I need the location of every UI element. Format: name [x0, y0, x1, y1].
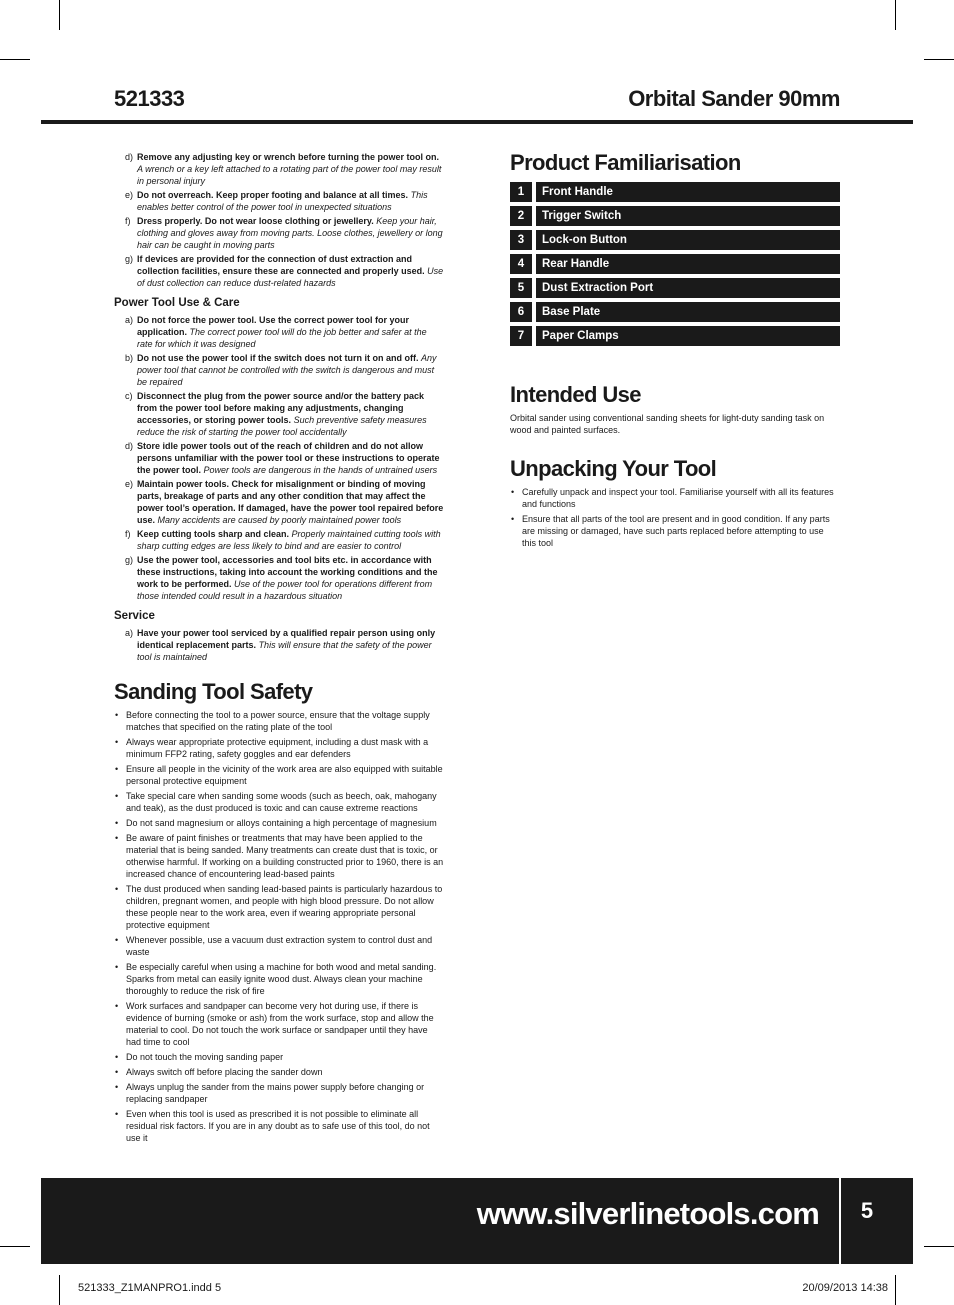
bullet-item [114, 736, 444, 760]
crop-mark-bottom-left-h [0, 1246, 30, 1247]
item-explanation: Any power tool that cannot be controlled with the switch is dangerous and must be repaired [137, 353, 437, 387]
item-letter: f) [125, 216, 131, 226]
list-item [114, 151, 444, 187]
item-instruction: Keep cutting tools sharp and clean. [137, 529, 290, 539]
unpacking-list [510, 486, 840, 549]
item-explanation: Power tools are dangerous in the hands of untrained users [203, 465, 438, 475]
bullet-item [114, 934, 444, 958]
bullet-text: The dust produced when sanding lead-based paints is particularly hazardous to children, pregnant women, and people with high blood pressure. Do not allow these people near to the work area, even if wearing appropriate personal protective equipment [126, 884, 443, 930]
item-letter: d) [125, 152, 134, 162]
item-instruction: If devices are provided for the connection of dust extraction and collection facilities, ensure these are connected and properly used. [137, 254, 425, 276]
part-number: 4 [510, 254, 532, 274]
item-instruction: Have your power tool serviced by a qualified repair person using only identical replacement parts. [137, 628, 436, 650]
bullet-text: Before connecting the tool to a power source, ensure that the voltage supply matches that specified on the rating plate of the tool [126, 710, 430, 732]
bullet-item [114, 1108, 444, 1144]
item-instruction: Store idle power tools out of the reach of children and do not allow persons unfamiliar with the power tool or these instructions to operate the power tool. [137, 441, 440, 475]
model-number: 521333 [114, 86, 185, 111]
crop-mark-bottom-right-h [924, 1246, 954, 1247]
part-number: 1 [510, 182, 532, 202]
item-instruction: Remove any adjusting key or wrench before turning the power tool on. [137, 152, 440, 162]
bullet-icon: • [115, 1082, 119, 1092]
item-explanation: Properly maintained cutting tools with sharp cutting edges are less likely to bind and are easier to control [137, 529, 441, 551]
bullet-item [114, 1081, 444, 1105]
page-header [114, 86, 840, 116]
bullet-text: Do not touch the moving sanding paper [126, 1052, 284, 1062]
item-instruction: Do not force the power tool. Use the correct power tool for your application. [137, 315, 410, 337]
slug-filename: 521333_Z1MANPRO1.indd 5 [78, 1282, 222, 1294]
bullet-item [114, 961, 444, 997]
list-item [114, 314, 444, 350]
general-safety-list [114, 151, 444, 289]
part-label: Paper Clamps [536, 326, 840, 346]
crop-mark-top-right [895, 0, 896, 30]
bullet-icon: • [511, 514, 515, 524]
bullet-icon: • [115, 1001, 119, 1011]
crop-mark-bottom-right [895, 1275, 896, 1305]
list-item [114, 478, 444, 526]
item-instruction: Do not overreach. Keep proper footing and balance at all times. [137, 190, 409, 200]
power-tool-heading: Power Tool Use & Care [114, 297, 240, 309]
list-item [114, 528, 444, 552]
item-letter: b) [125, 353, 134, 363]
footer-bar [41, 1178, 913, 1264]
crop-mark-top-right-h [924, 59, 954, 60]
bullet-item [114, 790, 444, 814]
sanding-safety-list [114, 709, 444, 1144]
bullet-icon: • [115, 737, 119, 747]
part-label: Lock-on Button [536, 230, 840, 250]
part-label: Dust Extraction Port [536, 278, 840, 298]
item-explanation: Many accidents are caused by poorly maintained power tools [157, 515, 402, 525]
part-row [510, 254, 840, 274]
bullet-icon: • [115, 962, 119, 972]
slug-date: 20/09/2013 14:38 [802, 1282, 888, 1294]
bullet-text: Ensure all people in the vicinity of the work area are also equipped with suitable personal protective equipment [126, 764, 443, 786]
bullet-text: Always wear appropriate protective equipment, including a dust mask with a minimum FFP2 rating, safety goggles and ear defenders [126, 737, 429, 759]
list-item [114, 215, 444, 251]
item-explanation: This enables better control of the power tool in unexpected situations [137, 190, 428, 212]
bullet-text: Take special care when sanding some woods (such as beech, oak, mahogany and teak), as the dust produced is toxic and can cause extreme reactions [126, 791, 437, 813]
part-row [510, 278, 840, 298]
bullet-icon: • [115, 818, 119, 828]
item-letter: a) [125, 315, 134, 325]
bullet-icon: • [115, 1067, 119, 1077]
service-list [114, 627, 444, 663]
bullet-item [114, 709, 444, 733]
bullet-item [114, 817, 444, 829]
bullet-text: Always unplug the sander from the mains power supply before changing or replacing sandpaper [126, 1082, 425, 1104]
unpacking-heading: Unpacking Your Tool [510, 456, 717, 481]
item-instruction: Do not use the power tool if the switch does not turn it on and off. [137, 353, 419, 363]
bullet-text: Whenever possible, use a vacuum dust extraction system to control dust and waste [126, 935, 433, 957]
item-explanation: This will ensure that the safety of the power tool is maintained [137, 640, 432, 662]
item-explanation: The correct power tool will do the job better and safer at the rate for which it was designed [137, 327, 427, 349]
part-number: 2 [510, 206, 532, 226]
item-explanation: Keep your hair, clothing and gloves away from moving parts. Loose clothes, jewellery or long hair can be caught in moving parts [137, 216, 443, 250]
list-item [114, 554, 444, 602]
item-instruction: Use the power tool, accessories and tool bits etc. in accordance with these instructions, taking into account the working conditions and the work to be performed. [137, 555, 438, 589]
service-heading: Service [114, 610, 155, 622]
product-name: Orbital Sander 90mm [628, 86, 840, 111]
crop-mark-top-left [59, 0, 60, 30]
item-explanation: Use of the power tool for operations different from those intended could result in a hazardous situation [137, 579, 433, 601]
list-item [114, 627, 444, 663]
crop-mark-bottom-left [59, 1275, 60, 1305]
part-row [510, 206, 840, 226]
bullet-icon: • [115, 935, 119, 945]
bullet-icon: • [115, 833, 119, 843]
bullet-icon: • [115, 791, 119, 801]
list-item [114, 189, 444, 213]
part-number: 5 [510, 278, 532, 298]
bullet-text: Be especially careful when using a machine for both wood and metal sanding. Sparks from metal can easily ignite wood dust. Always clean your machine thoroughly to reduce the risk of fire [126, 962, 437, 996]
item-letter: a) [125, 628, 134, 638]
item-explanation: Such preventive safety measures reduce the risk of starting the power tool accidentally [137, 415, 427, 437]
item-explanation: Use of dust collection can reduce dust-related hazards [137, 266, 444, 288]
part-row [510, 230, 840, 250]
bullet-text: Even when this tool is used as prescribed it is not possible to eliminate all residual risk factors. If you are in any doubt as to safe use of this tool, do not use it [126, 1109, 430, 1143]
part-label: Front Handle [536, 182, 840, 202]
crop-mark-top-left-h [0, 59, 30, 60]
item-letter: c) [125, 391, 133, 401]
bullet-icon: • [115, 710, 119, 720]
intended-use-text: Orbital sander using conventional sanding sheets for light-duty sanding task on wood and painted surfaces. [510, 413, 825, 435]
intended-use-heading: Intended Use [510, 382, 641, 407]
list-item [114, 253, 444, 289]
sanding-safety-heading: Sanding Tool Safety [114, 679, 313, 704]
item-instruction: Maintain power tools. Check for misalignment or binding of moving parts, breakage of parts and any other condition that may affect the power tool’s operation. If damaged, have the power tool repaired before use. [137, 479, 444, 525]
item-letter: d) [125, 441, 134, 451]
item-letter: g) [125, 555, 134, 565]
bullet-item [510, 513, 840, 549]
bullet-icon: • [115, 1109, 119, 1119]
item-explanation: A wrench or a key left attached to a rotating part of the power tool may result in personal injury [137, 164, 442, 186]
part-label: Rear Handle [536, 254, 840, 274]
bullet-icon: • [115, 884, 119, 894]
bullet-item [114, 832, 444, 880]
bullet-item [114, 1066, 444, 1078]
bullet-icon: • [511, 487, 515, 497]
header-rule [41, 120, 913, 124]
bullet-item [510, 486, 840, 510]
bullet-text: Be aware of paint finishes or treatments that may have been applied to the material that is being sanded. Many treatments can create dust that is toxic, or otherwise harmful. If working on a building constructed prior to 1960, there is an increased chance of encountering lead-based paints [126, 833, 444, 879]
part-row [510, 326, 840, 346]
list-item [114, 390, 444, 438]
right-column [510, 150, 840, 552]
part-row [510, 302, 840, 322]
list-item [114, 440, 444, 476]
item-letter: g) [125, 254, 134, 264]
bullet-item [114, 1000, 444, 1048]
part-row [510, 182, 840, 202]
bullet-item [114, 883, 444, 931]
bullet-item [114, 1051, 444, 1063]
item-instruction: Dress properly. Do not wear loose clothing or jewellery. [137, 216, 374, 226]
bullet-icon: • [115, 764, 119, 774]
bullet-item [114, 763, 444, 787]
familiarisation-heading: Product Familiarisation [510, 150, 741, 175]
part-number: 7 [510, 326, 532, 346]
bullet-text: Do not sand magnesium or alloys containing a high percentage of magnesium [126, 818, 437, 828]
website-link[interactable]: www.silverlinetools.com [476, 1196, 819, 1231]
parts-list [510, 182, 840, 346]
item-instruction: Disconnect the plug from the power source and/or the battery pack from the power tool before making any adjustments, changing accessories, or storing power tools. [137, 391, 425, 425]
item-letter: e) [125, 479, 134, 489]
bullet-icon: • [115, 1052, 119, 1062]
bullet-text: Work surfaces and sandpaper can become very hot during use, if there is evidence of burning (smoke or ash) from the work surface, stop and allow the material to cool. Do not touch the work surface or sandpaper until they have had time to cool [126, 1001, 434, 1047]
bullet-text: Always switch off before placing the sander down [126, 1067, 323, 1077]
part-number: 6 [510, 302, 532, 322]
item-letter: e) [125, 190, 134, 200]
bullet-text: Ensure that all parts of the tool are present and in good condition. If any parts are missing or damaged, have such parts replaced before attempting to use this tool [522, 514, 830, 548]
part-label: Base Plate [536, 302, 840, 322]
page-number: 5 [860, 1198, 874, 1223]
left-column [114, 151, 444, 1147]
part-label: Trigger Switch [536, 206, 840, 226]
list-item [114, 352, 444, 388]
bullet-text: Carefully unpack and inspect your tool. Familiarise yourself with all its features and functions [522, 487, 834, 509]
part-number: 3 [510, 230, 532, 250]
item-letter: f) [125, 529, 131, 539]
power-tool-list [114, 314, 444, 602]
